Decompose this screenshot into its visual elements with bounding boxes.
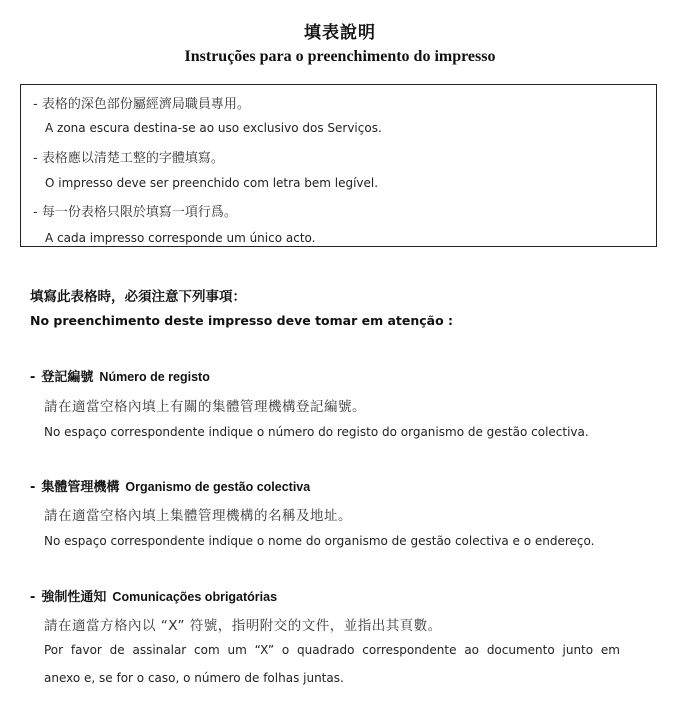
notice-item-zh: - 表格的深色部份屬經濟局職員專用。	[33, 97, 250, 112]
section-description-pt-line2: anexo e, se for o caso, o número de folhas juntas.	[44, 671, 344, 685]
notice-item-pt: O impresso deve ser preenchido com letra bem legível.	[45, 176, 379, 190]
section-description-zh: 請在適當空格內填上有關的集體管理機構登記編號。	[44, 399, 366, 415]
notice-item-zh: - 表格應以清楚工整的字體填寫。	[33, 151, 224, 166]
section-title-zh: 強制性通知	[41, 590, 107, 605]
section-description-zh: 請在適當空格內填上集體管理機構的名稱及地址。	[44, 508, 352, 524]
notice-box	[20, 84, 657, 247]
section-title-pt: Comunicações obrigatórias	[112, 590, 278, 604]
notice-item-pt: A zona escura destina-se ao uso exclusivo dos Serviços.	[45, 121, 382, 135]
page-title-portuguese: Instruções para o preenchimento do impresso	[184, 48, 496, 65]
section-description-pt-line1: Por favor de assinalar com um “X” o quadrado correspondente ao documento junto em	[44, 643, 620, 657]
page-title-chinese: 填表說明	[304, 23, 376, 43]
attention-heading-chinese: 填寫此表格時，必須注意下列事項：	[30, 289, 246, 305]
section-organism-heading: - 集體管理機構 Organismo de gestão colectiva	[30, 480, 311, 495]
section-description-pt: No espaço correspondente indique o número do registo do organismo de gestão colectiva.	[44, 425, 589, 439]
section-title-zh: 集體管理機構	[41, 480, 120, 495]
section-registration-number-heading: - 登記編號 Número de registo	[30, 370, 210, 385]
notice-item-zh: - 每一份表格只限於填寫一項行爲。	[33, 205, 237, 220]
section-title-pt: Organismo de gestão colectiva	[125, 480, 311, 494]
section-description-zh: 請在適當方格內以 “X” 符號，指明附交的文件，並指出其頁數。	[44, 618, 442, 634]
attention-heading-portuguese: No preenchimento deste impresso deve tomar em atenção :	[30, 313, 454, 328]
section-title-pt: Número de registo	[99, 370, 210, 384]
section-title-zh: 登記編號	[41, 370, 94, 385]
section-mandatory-communications-heading: - 強制性通知 Comunicações obrigatórias	[30, 590, 278, 605]
notice-item-pt: A cada impresso corresponde um único acto.	[45, 231, 316, 245]
section-description-pt: No espaço correspondente indique o nome do organismo de gestão colectiva e o endereço.	[44, 534, 595, 548]
